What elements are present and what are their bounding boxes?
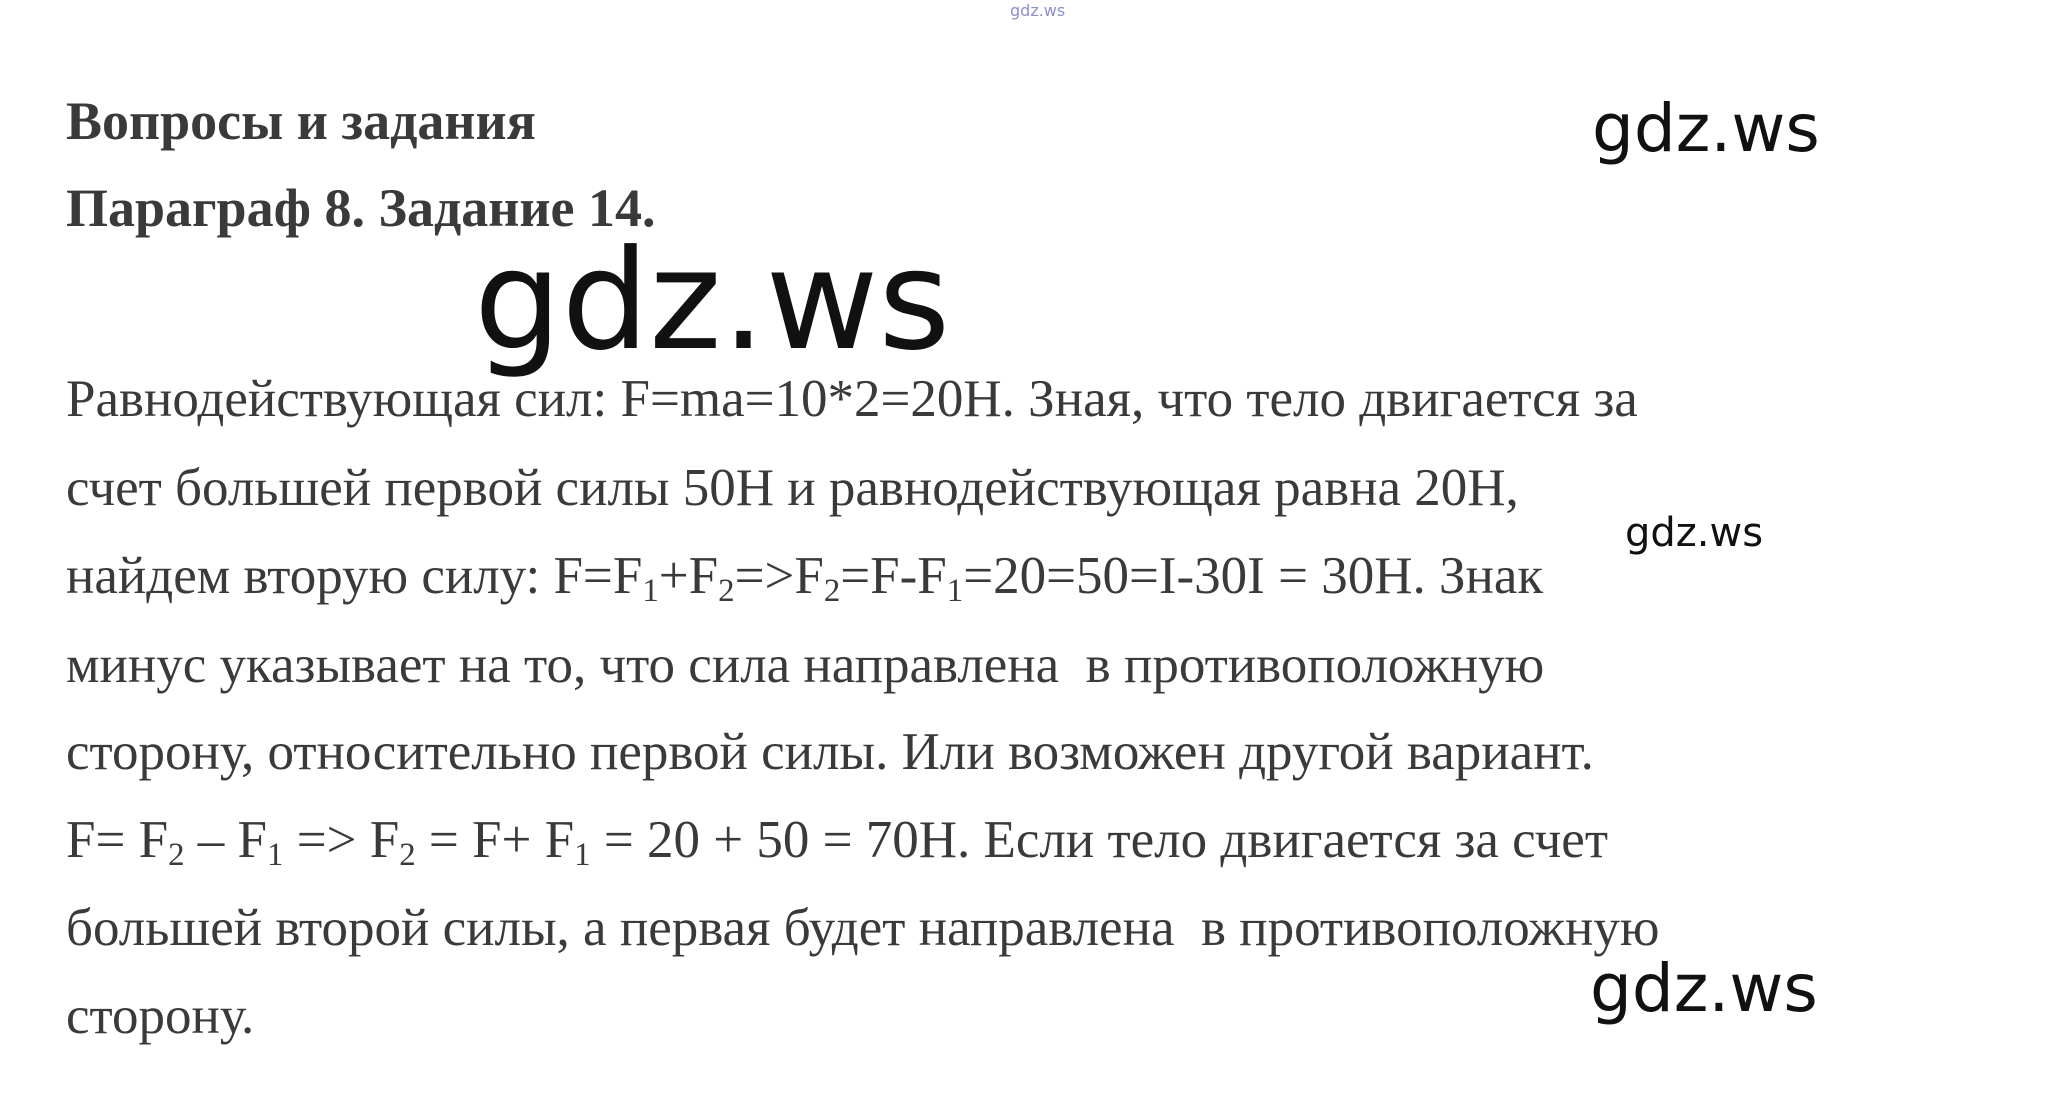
text-segment: =>F bbox=[734, 547, 824, 605]
watermark-top: gdz.ws bbox=[1010, 1, 1066, 20]
text-segment: найдем вторую силу: F=F bbox=[66, 547, 643, 605]
answer-line-2: счет большей первой силы 50Н и равнодействующая равна 20Н, bbox=[66, 459, 1519, 517]
answer-line-5: сторону, относительно первой силы. Или возможен другой вариант. bbox=[66, 723, 1594, 781]
subscript: 1 bbox=[267, 837, 284, 874]
text-segment: – F bbox=[184, 811, 268, 869]
subscript: 2 bbox=[168, 837, 185, 874]
text-segment: =20=50=I-30I = 30H. Знак bbox=[963, 547, 1544, 605]
text-segment: = F+ F bbox=[415, 811, 575, 869]
watermark-center-large: gdz.ws bbox=[474, 220, 951, 381]
answer-line-7: большей второй силы, а первая будет направлена в противоположную bbox=[66, 899, 1660, 957]
subscript: 2 bbox=[718, 573, 735, 610]
subscript: 1 bbox=[946, 573, 964, 610]
text-segment: =F-F bbox=[840, 547, 947, 605]
watermark-right-middle: gdz.ws bbox=[1625, 510, 1764, 556]
answer-line-4: минус указывает на то, что сила направлена в противоположную bbox=[66, 636, 1545, 694]
watermark-right-top: gdz.ws bbox=[1592, 90, 1820, 167]
answer-line-1: Равнодействующая сил: F=ma=10*2=20H. Зная, что тело двигается за bbox=[66, 370, 1638, 428]
answer-line-8: сторону. bbox=[66, 987, 255, 1045]
subscript: 2 bbox=[399, 837, 416, 874]
answer-line-6 bbox=[66, 811, 1608, 874]
subscript: 1 bbox=[642, 573, 659, 610]
section-heading: Вопросы и задания bbox=[66, 91, 536, 151]
text-segment: = 20 + 50 = 70H. Если тело двигается за счет bbox=[590, 811, 1608, 869]
answer-line-3 bbox=[66, 547, 1544, 610]
task-heading: Параграф 8. Задание 14. bbox=[66, 178, 656, 238]
subscript: 1 bbox=[574, 837, 591, 874]
watermark-right-bottom: gdz.ws bbox=[1590, 950, 1818, 1027]
text-segment: F= F bbox=[66, 811, 169, 869]
subscript: 2 bbox=[823, 573, 841, 610]
text-segment: +F bbox=[658, 547, 719, 605]
text-segment: => F bbox=[283, 811, 400, 869]
